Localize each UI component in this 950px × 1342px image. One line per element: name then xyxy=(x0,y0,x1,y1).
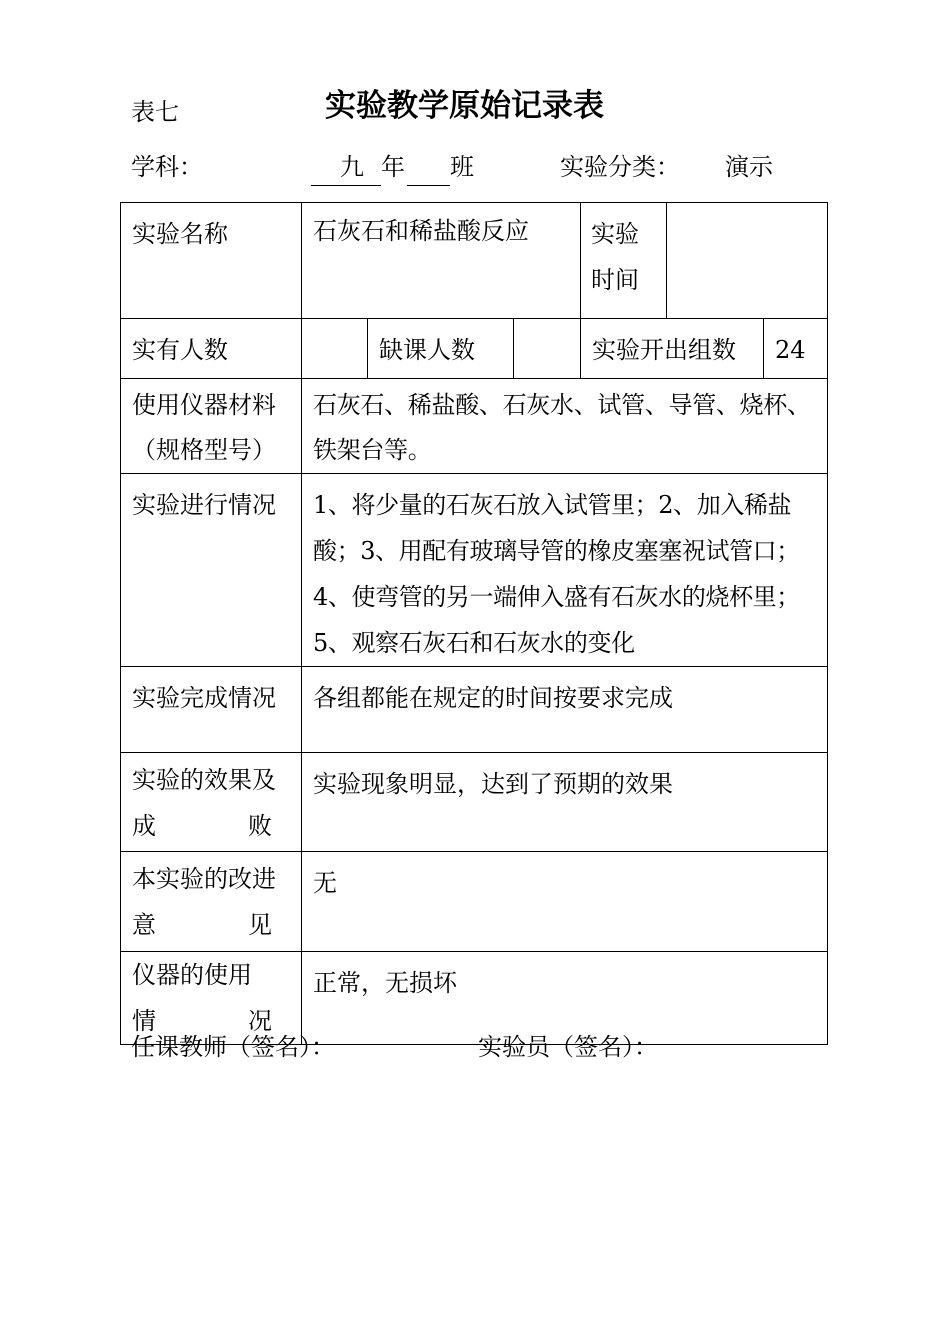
completion-label: 实验完成情况 xyxy=(121,667,302,753)
equipment-label-line2: （规格型号） xyxy=(132,436,276,464)
experiment-time-label: 实验时间 xyxy=(581,203,667,319)
row-equipment xyxy=(121,379,828,474)
equipment-value: 石灰石、稀盐酸、石灰水、试管、导管、烧杯、铁架台等。 xyxy=(302,379,828,474)
progress-line-3: 4、使弯管的另一端伸入盛有石灰水的烧杯里； xyxy=(313,583,800,611)
experiment-name-value: 石灰石和稀盐酸反应 xyxy=(302,203,581,319)
row-instrument xyxy=(121,952,828,1045)
progress-value xyxy=(302,474,828,667)
equipment-label-line1: 使用仪器材料 xyxy=(132,391,276,419)
experiment-name-label: 实验名称 xyxy=(121,203,302,319)
effect-label-line2-b: 败 xyxy=(248,812,272,840)
improvement-label xyxy=(121,852,302,952)
grade-value: 九 xyxy=(340,153,364,181)
teacher-signature-label: 任课教师（签名）： xyxy=(131,1033,335,1061)
class-unit: 班 xyxy=(450,153,474,181)
improvement-label-line2-b: 见 xyxy=(248,911,272,939)
category-value: 演示 xyxy=(725,153,773,181)
groups-label: 实验开出组数 xyxy=(581,319,764,379)
improvement-label-line2-a: 意 xyxy=(132,911,156,939)
row-people xyxy=(121,319,828,379)
progress-line-2: 酸；3、用配有玻璃导管的橡皮塞塞祝试管口； xyxy=(313,537,800,565)
effect-value: 实验现象明显，达到了预期的效果 xyxy=(302,753,828,852)
row-improvement xyxy=(121,852,828,952)
completion-value: 各组都能在规定的时间按要求完成 xyxy=(302,667,828,753)
instrument-label-line2-b: 况 xyxy=(248,1007,272,1035)
grade-unit: 年 xyxy=(381,153,405,181)
row-experiment-name xyxy=(121,203,828,319)
people-value xyxy=(302,319,368,379)
effect-label-line2 xyxy=(132,803,272,849)
page-title: 实验教学原始记录表 xyxy=(325,88,604,124)
progress-line-1: 1、将少量的石灰石放入试管里；2、加入稀盐 xyxy=(313,491,792,519)
progress-line-4: 5、观察石灰石和石灰水的变化 xyxy=(313,629,635,657)
grade-underline xyxy=(311,185,381,186)
category-label: 实验分类： xyxy=(560,153,680,181)
assistant-signature-label: 实验员（签名）： xyxy=(478,1033,658,1061)
row-effect xyxy=(121,753,828,852)
progress-label: 实验进行情况 xyxy=(121,474,302,667)
people-label: 实有人数 xyxy=(121,319,302,379)
absent-value xyxy=(514,319,581,379)
instrument-label-line2-a: 情 xyxy=(132,1007,156,1035)
table-number: 表七 xyxy=(131,98,179,126)
subject-label: 学科： xyxy=(131,153,203,181)
row-progress xyxy=(121,474,828,667)
instrument-label xyxy=(121,952,302,1045)
row-completion xyxy=(121,667,828,753)
equipment-label xyxy=(121,379,302,474)
class-underline xyxy=(407,185,450,186)
groups-value: 24 xyxy=(764,319,828,379)
absent-label: 缺课人数 xyxy=(368,319,514,379)
record-table xyxy=(120,202,828,1045)
effect-label-line2-a: 成 xyxy=(132,812,156,840)
improvement-label-line2 xyxy=(132,902,272,948)
instrument-label-line1: 仪器的使用 xyxy=(132,961,252,989)
improvement-label-line1: 本实验的改进 xyxy=(132,865,276,893)
effect-label xyxy=(121,753,302,852)
experiment-time-value xyxy=(667,203,828,319)
instrument-value: 正常，无损坏 xyxy=(302,952,828,1045)
effect-label-line1: 实验的效果及 xyxy=(132,766,276,794)
improvement-value: 无 xyxy=(302,852,828,952)
